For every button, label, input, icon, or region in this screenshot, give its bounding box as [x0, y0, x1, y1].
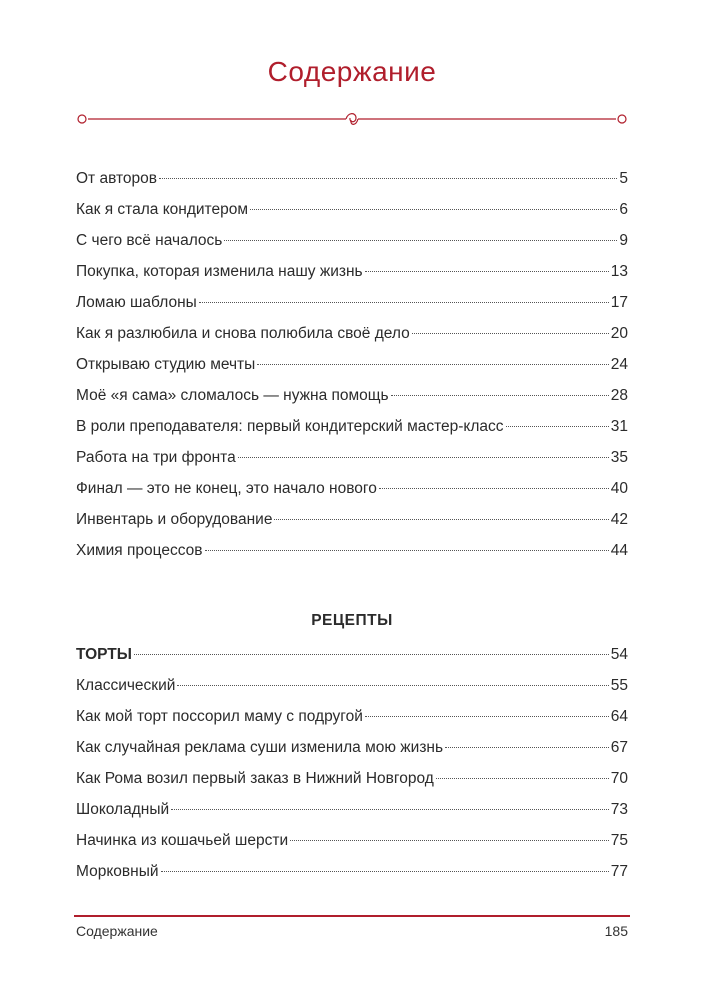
toc-entry-label: Химия процессов — [76, 542, 203, 559]
toc-entry-page: 67 — [610, 739, 628, 756]
toc-leader — [290, 840, 609, 841]
toc-entry[interactable] — [76, 801, 628, 823]
toc-entry-page: 6 — [619, 201, 628, 218]
toc-leader — [379, 488, 609, 489]
toc-entry-label: Начинка из кошачьей шерсти — [76, 832, 289, 849]
toc-entry-page: 64 — [610, 708, 628, 725]
toc-leader — [274, 519, 608, 520]
toc-entry[interactable] — [76, 170, 628, 192]
toc-leader — [159, 178, 617, 179]
toc-entry[interactable] — [76, 449, 628, 471]
toc-leader — [436, 778, 609, 779]
toc-entry-label: Ломаю шаблоны — [76, 294, 197, 311]
toc-entry-label: Моё «я сама» сломалось — нужна помощь — [76, 387, 389, 404]
toc-entry-page: 77 — [610, 863, 628, 880]
toc-entry-label: Покупка, которая изменила нашу жизнь — [76, 263, 363, 280]
toc-entry-page: 73 — [610, 801, 628, 818]
toc-entry-label: Шоколадный — [76, 801, 170, 818]
toc-leader — [365, 716, 609, 717]
toc-entry-label: Работа на три фронта — [76, 449, 236, 466]
toc-leader — [224, 240, 617, 241]
toc-entry[interactable] — [76, 201, 628, 223]
toc-entry-label: Как случайная реклама суши изменила мою жизнь — [76, 739, 444, 756]
toc-entry-page: 44 — [610, 542, 628, 559]
toc-leader — [257, 364, 608, 365]
toc-entry-label: В роли преподавателя: первый кондитерский мастер-класс — [76, 418, 504, 435]
footer-divider — [74, 915, 630, 917]
toc-entry-label: ТОРТЫ — [76, 646, 132, 663]
decorative-divider — [74, 108, 630, 130]
toc-entry-page: 24 — [610, 356, 628, 373]
toc-leader — [238, 457, 609, 458]
toc-leader — [506, 426, 609, 427]
toc-leader — [134, 654, 609, 655]
toc-entry-page: 28 — [610, 387, 628, 404]
toc-entry-page: 17 — [610, 294, 628, 311]
toc-entry-label: Как Рома возил первый заказ в Нижний Новгород — [76, 770, 434, 787]
toc-entry-label: Морковный — [76, 863, 159, 880]
toc-entry[interactable] — [76, 418, 628, 440]
toc-entry-page: 54 — [610, 646, 628, 663]
footer-page-number: 185 — [604, 923, 628, 939]
toc-entry[interactable] — [76, 646, 628, 668]
toc-leader — [391, 395, 609, 396]
toc-entry-page: 20 — [610, 325, 628, 342]
footer-section-title: Содержание — [76, 923, 158, 939]
toc-entry-page: 5 — [619, 170, 628, 187]
toc-entry-page: 55 — [610, 677, 628, 694]
toc-entry[interactable] — [76, 480, 628, 502]
toc-entry-label: Финал — это не конец, это начало нового — [76, 480, 377, 497]
toc-entry-page: 9 — [619, 232, 628, 249]
toc-leader — [171, 809, 609, 810]
toc-entry[interactable] — [76, 863, 628, 885]
toc-leader — [412, 333, 609, 334]
toc-entry-label: Классический — [76, 677, 176, 694]
toc-leader — [161, 871, 609, 872]
toc-entry-page: 35 — [610, 449, 628, 466]
toc-entry-page: 13 — [610, 263, 628, 280]
toc-entry-label: От авторов — [76, 170, 157, 187]
recipes-heading: РЕЦЕПТЫ — [311, 612, 393, 629]
toc-entry[interactable] — [76, 770, 628, 792]
toc-entry[interactable] — [76, 511, 628, 533]
toc-entry[interactable] — [76, 263, 628, 285]
toc-leader — [250, 209, 617, 210]
toc-entry-page: 31 — [610, 418, 628, 435]
toc-entry[interactable] — [76, 325, 628, 347]
toc-entry-page: 75 — [610, 832, 628, 849]
toc-leader — [445, 747, 609, 748]
toc-entry[interactable] — [76, 356, 628, 378]
toc-entry-label: Как я разлюбила и снова полюбила своё дело — [76, 325, 410, 342]
toc-entry-label: С чего всё началось — [76, 232, 223, 249]
toc-entry-page: 70 — [610, 770, 628, 787]
toc-entry[interactable] — [76, 387, 628, 409]
page-title: Содержание — [267, 56, 437, 87]
toc-entry[interactable] — [76, 542, 628, 564]
toc-entry-page: 40 — [610, 480, 628, 497]
toc-entry[interactable] — [76, 677, 628, 699]
toc-leader — [365, 271, 609, 272]
toc-entry-page: 42 — [610, 511, 628, 528]
toc-entry[interactable] — [76, 232, 628, 254]
toc-leader — [177, 685, 608, 686]
toc-entry-label: Как я стала кондитером — [76, 201, 248, 218]
toc-leader — [199, 302, 609, 303]
toc-entry[interactable] — [76, 294, 628, 316]
toc-entry[interactable] — [76, 832, 628, 854]
toc-entry-label: Инвентарь и оборудование — [76, 511, 273, 528]
toc-entry[interactable] — [76, 739, 628, 761]
toc-entry-label: Открываю студию мечты — [76, 356, 256, 373]
toc-leader — [205, 550, 609, 551]
toc-entry-label: Как мой торт поссорил маму с подругой — [76, 708, 363, 725]
toc-entry[interactable] — [76, 708, 628, 730]
